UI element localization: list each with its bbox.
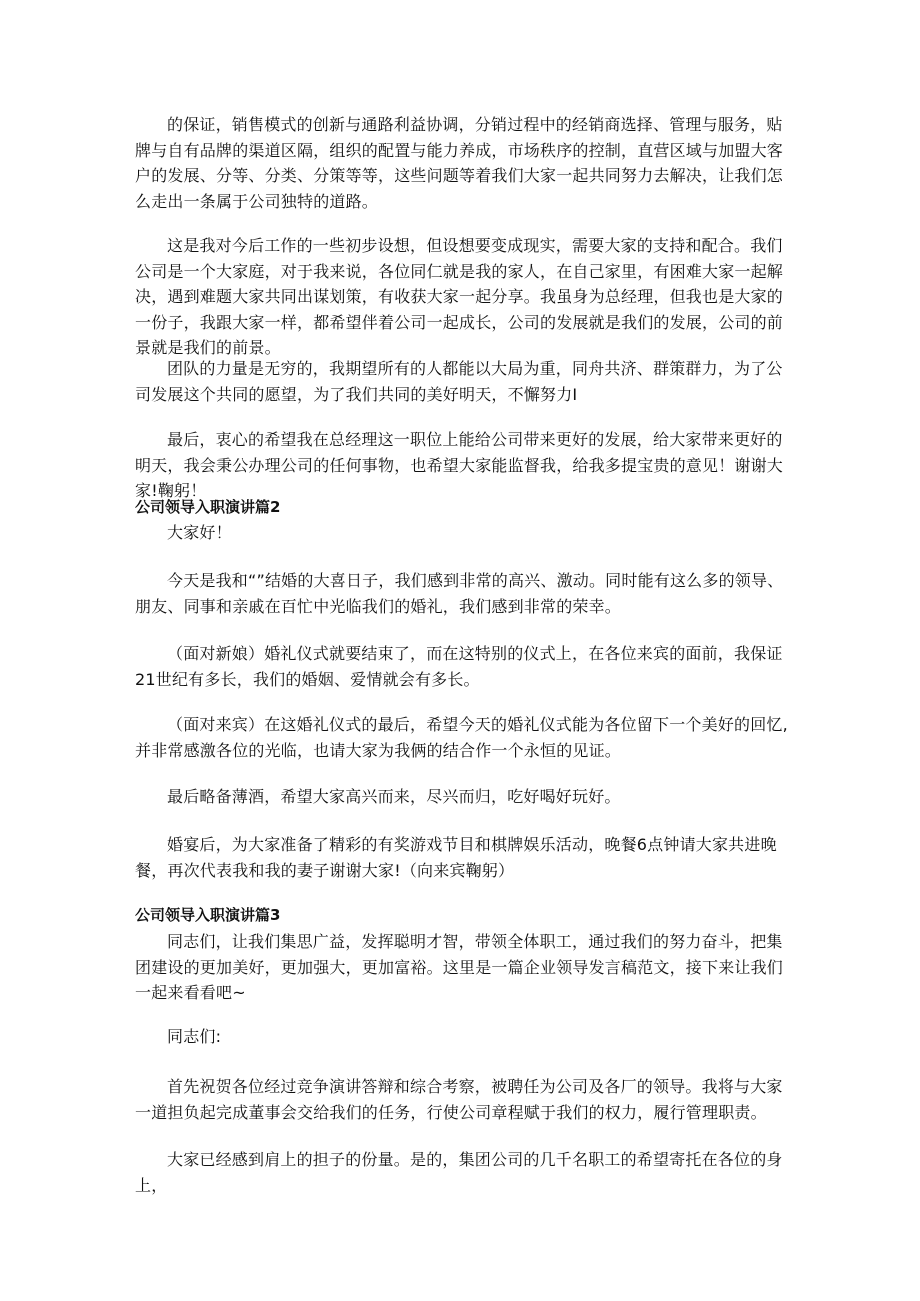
paragraph: 首先祝贺各位经过竞争演讲答辩和综合考察，被聘任为公司及各厂的领导。我将与大家一道担负起完成董事会交给我们的任务，行使公司章程赋于我们的权力，履行管理职责。 [135, 1077, 783, 1122]
paragraph: 最后，衷心的希望我在总经理这一职位上能给公司带来更好的发展，给大家带来更好的明天，我会秉公办理公司的任何事物，也希望大家能监督我，给我多提宝贵的意见！谢谢大家!鞠躬！ [135, 430, 784, 500]
paragraph: （面对新娘）婚礼仪式就要结束了，而在这特别的仪式上，在各位来宾的面前，我保证21世纪有多长，我们的婚姻、爱情就会有多长。 [135, 644, 783, 689]
paragraph: 同志们，让我们集思广益，发挥聪明才智，带领全体职工，通过我们的努力奋斗，把集团建设的更加美好，更加强大，更加富裕。这里是一篇企业领导发言稿范文，接下来让我们一起来看看吧~ [135, 932, 784, 1002]
section-heading-2: 公司领导入职演讲篇2 [135, 498, 281, 516]
section-heading-3: 公司领导入职演讲篇3 [135, 906, 281, 924]
paragraph: 大家好！ [167, 523, 232, 542]
paragraph: 同志们: [167, 1027, 222, 1046]
paragraph: 最后略备薄酒，希望大家高兴而来，尽兴而归，吃好喝好玩好。 [167, 787, 621, 806]
paragraph: 大家已经感到肩上的担子的份量。是的，集团公司的几千名职工的希望寄托在各位的身上， [135, 1150, 783, 1195]
paragraph: 婚宴后，为大家准备了精彩的有奖游戏节目和棋牌娱乐活动，晚餐6点钟请大家共进晚餐，再次代表我和我的妻子谢谢大家!（向来宾鞠躬） [135, 835, 777, 880]
paragraph: 这是我对今后工作的一些初步设想，但设想要变成现实，需要大家的支持和配合。我们公司是一个大家庭，对于我来说，各位同仁就是我的家人，在自己家里，有困难大家一起解决，遇到难题大家共同出谋划策，有收获大家一起分享。我虽身为总经理，但我也是大家的一份子，我跟大家一样，都希望伴着公司一起成长，公司的发展就是我们的发展，公司的前景就是我们的前景。 [135, 236, 784, 357]
paragraph: （面对来宾）在这婚礼仪式的最后，希望今天的婚礼仪式能为各位留下一个美好的回忆,并非常感激各位的光临，也请大家为我俩的结合作一个永恒的见证。 [135, 715, 788, 760]
paragraph: 今天是我和“”结婚的大喜日子，我们感到非常的高兴、激动。同时能有这么多的领导、朋友、同事和亲戚在百忙中光临我们的婚礼，我们感到非常的荣幸。 [135, 571, 784, 616]
paragraph: 的保证，销售模式的创新与通路利益协调，分销过程中的经销商选择、管理与服务，贴牌与自有品牌的渠道区隔，组织的配置与能力养成，市场秩序的控制，直营区域与加盟大客户的发展、分等、分类、分策等等，这些问题等着我们大家一起共同努力去解决，让我们怎么走出一条属于公司独特的道路。 [135, 115, 784, 211]
paragraph: 团队的力量是无穷的，我期望所有的人都能以大局为重，同舟共济、群策群力，为了公司发展这个共同的愿望，为了我们共同的美好明天，不懈努力I [135, 359, 783, 404]
